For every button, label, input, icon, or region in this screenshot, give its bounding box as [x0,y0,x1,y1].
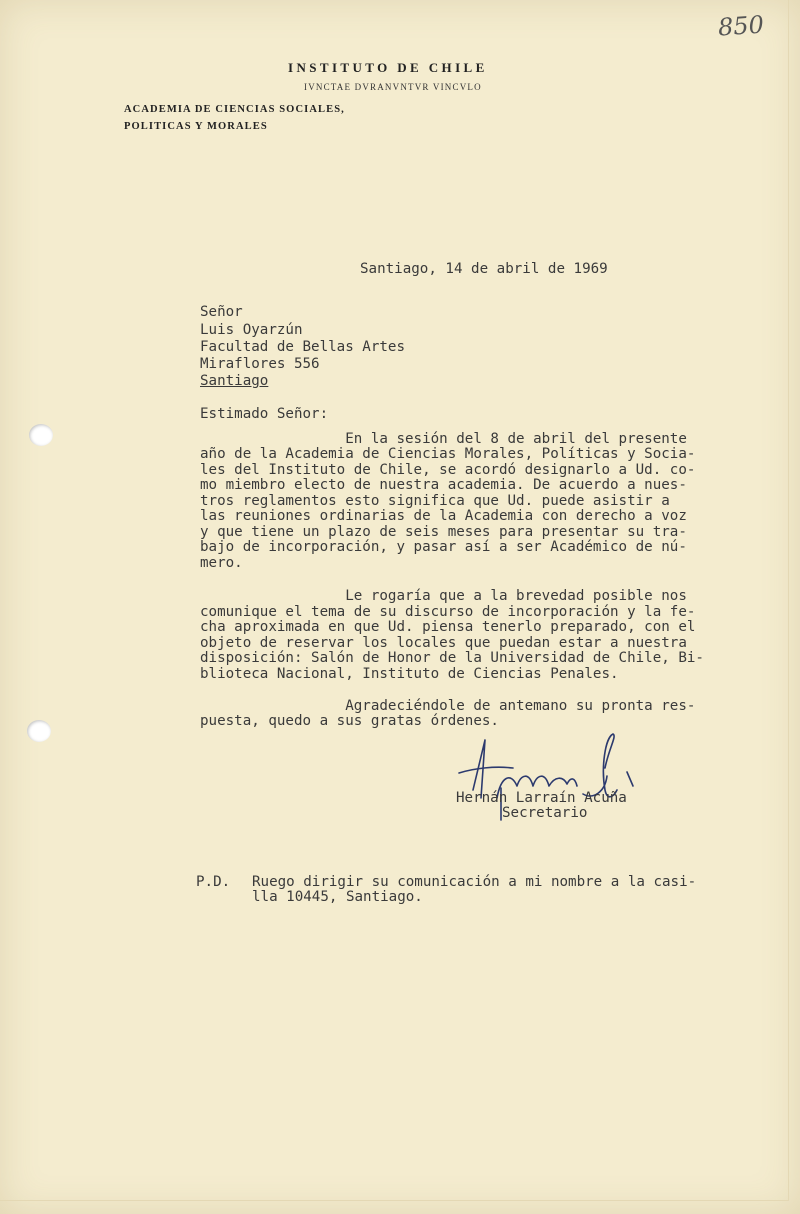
body-line: y que tiene un plazo de seis meses para presentar su tra- [200,524,687,540]
postscript-label: P.D. [196,874,231,890]
academy-name-line1: ACADEMIA DE CIENCIAS SOCIALES, [124,104,345,115]
body-line: En la sesión del 8 de abril del presente [200,431,687,447]
signer-title: Secretario [502,805,588,821]
body-line: blioteca Nacional, Instituto de Ciencias Penales. [200,666,619,682]
body-line: puesta, quedo a sus gratas órdenes. [200,713,499,729]
academy-name-line2: POLITICAS Y MORALES [124,121,268,132]
body-line: año de la Academia de Ciencias Morales, Políticas y Socia- [200,446,696,462]
postscript-line: lla 10445, Santiago. [252,889,423,905]
greeting: Estimado Señor: [200,406,329,422]
recipient-institution: Facultad de Bellas Artes [200,339,405,355]
body-line: tros reglamentos esto significa que Ud. puede asistir a [200,493,670,509]
body-line: disposición: Salón de Honor de la Universidad de Chile, Bi- [200,650,704,666]
body-line: comunique el tema de su discurso de incorporación y la fe- [200,604,696,620]
body-line: les del Instituto de Chile, se acordó designarlo a Ud. co- [200,462,696,478]
postscript-line: Ruego dirigir su comunicación a mi nombre a la casi- [252,874,697,890]
body-line: mo miembro electo de nuestra academia. De acuerdo a nues- [200,477,687,493]
punch-hole-lower [27,720,51,742]
body-line: Le rogaría que a la brevedad posible nos [200,588,687,604]
body-line: cha aproximada en que Ud. piensa tenerlo preparado, con el [200,619,696,635]
body-line: Agradeciéndole de antemano su pronta res- [200,698,696,714]
archive-number: 850 [717,10,765,42]
punch-hole-upper [29,424,53,446]
body-line: objeto de reservar los locales que puedan estar a nuestra [200,635,687,651]
body-line: las reuniones ordinarias de la Academia con derecho a voz [200,508,687,524]
recipient-city: Santiago [200,373,269,389]
letter-date: Santiago, 14 de abril de 1969 [360,261,608,277]
body-line: mero. [200,555,243,571]
signer-name: Hernán Larraín Acuña [456,790,627,806]
institute-title: INSTITUTO DE CHILE [288,60,488,75]
recipient-name: Luis Oyarzún [200,322,303,338]
recipient-street: Miraflores 556 [200,356,320,372]
institute-motto: IVNCTAE DVRANVNTVR VINCVLO [304,82,482,92]
recipient-title: Señor [200,304,243,320]
body-line: bajo de incorporación, y pasar así a ser Académico de nú- [200,539,687,555]
